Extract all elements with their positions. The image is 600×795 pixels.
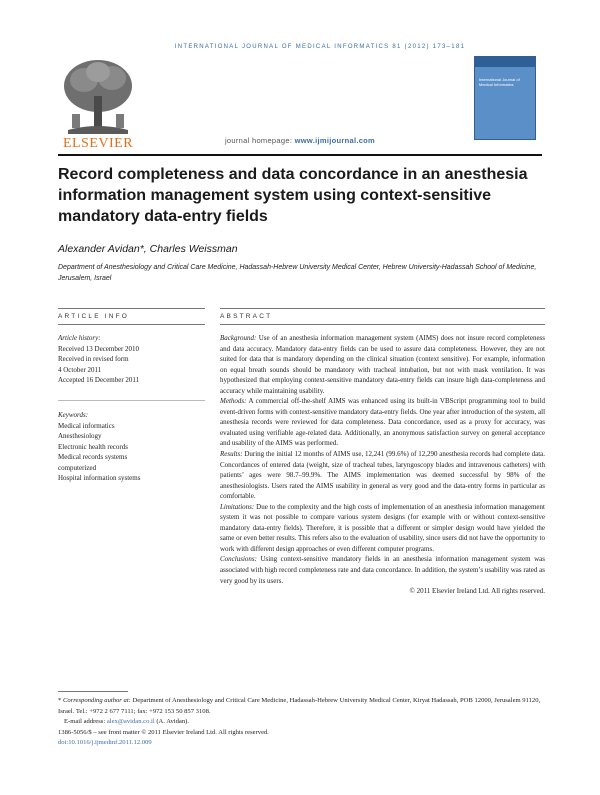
abstract-results: Results: During the initial 12 months of AIMS use, 12,241 (99.6%) of 12,290 anesthesia records had complete data. Concordances of entered data (weight, size of tracheal tubes, laryngoscopy blades and intravenous catheters) with patients’ ages were 98.7–99.9%. The AIMS implementation was deemed successful by 98% of the anesthesiologists. Users rated the AIMS usability in general as very good and the data-entry forms in particular as comfortable. bbox=[220, 450, 545, 501]
keyword-item: computerized bbox=[58, 463, 97, 472]
history-item: 4 October 2011 bbox=[58, 365, 102, 374]
homepage-label: journal homepage: bbox=[224, 136, 295, 145]
history-separator bbox=[58, 400, 205, 401]
article-info-rule bbox=[58, 308, 205, 309]
journal-reference: INTERNATIONAL JOURNAL OF MEDICAL INFORMATICS 81 (2012) 173–181 bbox=[174, 44, 466, 50]
history-item: Accepted 16 December 2011 bbox=[58, 376, 140, 384]
homepage-link[interactable]: www.ijmijournal.com bbox=[294, 136, 376, 145]
footnotes bbox=[58, 696, 548, 749]
abstract-methods: Methods: A commercial off-the-shelf AIMS was enhanced using its built-in VBScript programming tool to build event-driven forms with context-sensitive mandatory data-entry fields. One year after introduction of the system, all anesthesia records were reviewed for data completeness. Data concordance, used as a proxy for accuracy, was evaluated using verifiable age-related data. Additionally, an anonymous satisfaction survey on general acceptance and usability of the AIMS was performed. bbox=[220, 397, 546, 448]
history-item: Received in revised form bbox=[58, 355, 129, 363]
history-label: Article history: bbox=[58, 334, 101, 342]
article-title: Record completeness and data concordance in an anesthesia information management system using context-sensitive mandatory data-entry fields bbox=[58, 166, 528, 225]
keyword-item: Hospital information systems bbox=[58, 474, 141, 482]
abstract-body bbox=[220, 333, 545, 597]
affiliation: Department of Anesthesiology and Critical Care Medicine, Hadassah-Hebrew University Medical Center, Hebrew University-Hadassah School of Medicine, Jerusalem, Israel bbox=[58, 264, 537, 282]
footnote-rule bbox=[58, 691, 128, 692]
abstract-limitations: Limitations: Due to the complexity and the high costs of implementation of an anesthesia information management system it was not possible to compare various system designs (for example with or without context-sensitive mandatory data-entry fields). Therefore, it is possible that a different or simpler design would have yielded the same or even better results. This refers also to the evaluation of usability, since users did not have the opportunity to work with different design approaches or even different computer programs. bbox=[220, 502, 545, 553]
keyword-item: Anesthesiology bbox=[58, 432, 102, 440]
abstract-copyright: © 2011 Elsevier Ireland Ltd. All rights reserved. bbox=[409, 587, 545, 596]
keyword-item: Electronic health records bbox=[58, 442, 128, 451]
abstract-conclusions: Conclusions: Using context-sensitive mandatory fields in an anesthesia information management system was associated with high record completeness rate and data concordance. In addition, the system’s usability was rated as very good by its users. bbox=[220, 555, 545, 585]
abstract-heading: ABSTRACT bbox=[220, 313, 273, 320]
doi-link[interactable]: doi:10.1016/j.ijmedinf.2011.12.009 bbox=[58, 739, 152, 746]
abstract-background: Background: Use of an anesthesia information management system (AIMS) does not insure record completeness and data accuracy. Mandatory data-entry fields can be used to assure data completeness. However, they are not suited for data that is mandatory depending on the clinical situation (context sensitive). For example, information on equal breath sounds should be mandatory with tracheal intubation, but not with mask ventilation. It was hypothesized that employing context-sensitive mandatory data-entry fields can insure high data-completeness and accuracy while maintaining usability. bbox=[220, 334, 545, 395]
keywords-label: Keywords: bbox=[58, 411, 89, 419]
corresponding-author-note: * Corresponding author at: Department of Anesthesiology and Critical Care Medicine, Hadassah-Hebrew University Medical Center, Kiryat Hadassah, POB 12000, Jerusalem 91120, Israel. Tel.: +972 2 677 7111; fax: +972 153 50 857 3108. bbox=[58, 697, 541, 715]
history-item: Received 13 December 2010 bbox=[58, 344, 140, 353]
journal-homepage bbox=[150, 136, 450, 145]
article-history bbox=[58, 333, 205, 386]
email-link[interactable]: alex@avidan.co.il bbox=[106, 718, 155, 725]
cover-title: International Journal of Medical Informatics bbox=[479, 77, 520, 87]
article-info-rule-bottom bbox=[58, 324, 205, 325]
authors: Alexander Avidan*, Charles Weissman bbox=[58, 243, 238, 255]
abstract-rule-bottom bbox=[220, 324, 545, 325]
elsevier-tree-logo bbox=[58, 56, 138, 148]
article-info-heading: ARTICLE INFO bbox=[58, 313, 130, 320]
keyword-item: Medical records systems bbox=[58, 453, 128, 461]
keyword-item: Medical informatics bbox=[58, 421, 115, 430]
header-rule bbox=[58, 154, 542, 156]
issn-line: 1386-5056/$ – see front matter © 2011 Elsevier Ireland Ltd. All rights reserved. bbox=[58, 728, 269, 736]
journal-cover-thumbnail bbox=[474, 56, 536, 140]
email-note: E-mail address: alex@avidan.co.il (A. Avidan). bbox=[64, 718, 189, 725]
publisher-name: ELSEVIER bbox=[62, 136, 134, 151]
keywords bbox=[58, 410, 205, 484]
abstract-rule bbox=[220, 308, 545, 309]
